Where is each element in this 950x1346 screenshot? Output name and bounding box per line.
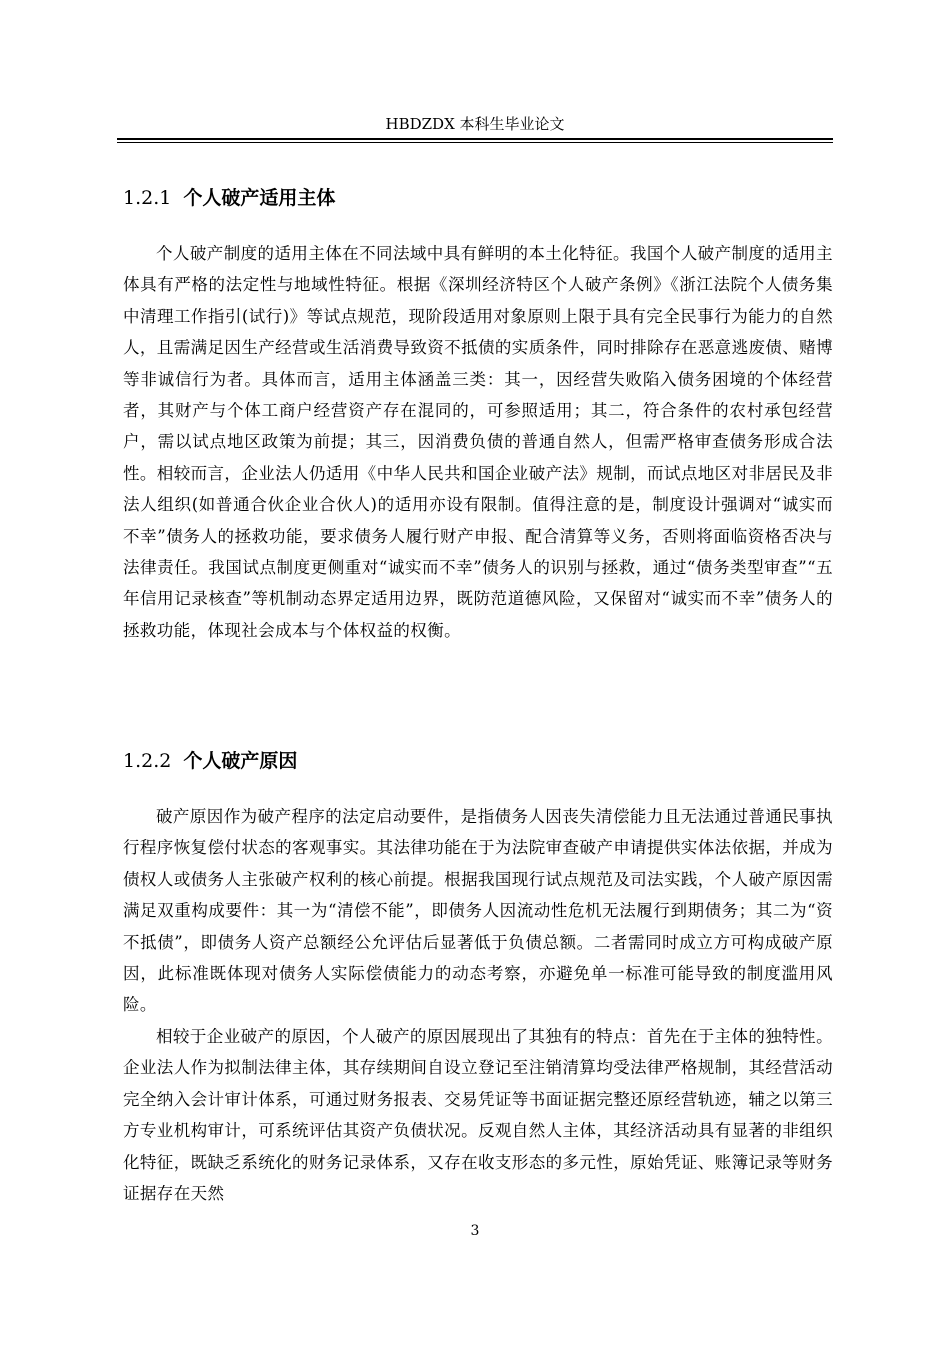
header-rule-thin [117, 142, 833, 143]
page-number: 3 [470, 1223, 480, 1239]
section-title: 个人破产适用主体 [183, 187, 336, 209]
section-heading-1-2-1 [123, 185, 335, 211]
paragraph: 破产原因作为破产程序的法定启动要件，是指债务人因丧失清偿能力且无法通过普通民事执行程序恢复偿付状态的客观事实。其法律功能在于为法院审查破产申请提供实体法依据，并成为债权人或债务人主张破产权利的核心前提。根据我国现行试点规范及司法实践，个人破产原因需满足双重构成要件：其一为“清偿不能”，即债务人因流动性危机无法履行到期债务；其二为“资不抵债”，即债务人资产总额经公允评估后显著低于负债总额。二者需同时成立方可构成破产原因，此标准既体现对债务人实际偿债能力的动态考察，亦避免单一标准可能导致的制度滥用风险。 [123, 807, 833, 1015]
paragraph: 个人破产制度的适用主体在不同法域中具有鲜明的本土化特征。我国个人破产制度的适用主体具有严格的法定性与地域性特征。根据《深圳经济特区个人破产条例》《浙江法院个人债务集中清理工作指引(试行)》等试点规范，现阶段适用对象原则上限于具有完全民事行为能力的自然人，且需满足因生产经营或生活消费导致资不抵债的实质条件，同时排除存在恶意逃废债、赌博等非诚信行为者。具体而言，适用主体涵盖三类：其一，因经营失败陷入债务困境的个体经营者，其财产与个体工商户经营资产存在混同的，可参照适用；其二，符合条件的农村承包经营户，需以试点地区政策为前提；其三，因消费负债的普通自然人，但需严格审查债务形成合法性。相较而言，企业法人仍适用《中华人民共和国企业破产法》规制，而试点地区对非居民及非法人组织(如普通合伙企业合伙人)的适用亦设有限制。值得注意的是，制度设计强调对“诚实而不幸”债务人的拯救功能，要求债务人履行财产申报、配合清算等义务，否则将面临资格否决与法律责任。我国试点制度更侧重对“诚实而不幸”债务人的识别与拯救，通过“债务类型审查”“五年信用记录核查”等机制动态界定适用边界，既防范道德风险，又保留对“诚实而不幸”债务人的拯救功能，体现社会成本与个体权益的权衡。 [123, 244, 833, 640]
section-title: 个人破产原因 [183, 750, 298, 772]
paragraph: 相较于企业破产的原因，个人破产的原因展现出了其独有的特点：首先在于主体的独特性。企业法人作为拟制法律主体，其存续期间自设立登记至注销清算均受法律严格规制，其经营活动完全纳入会计审计体系，可通过财务报表、交易凭证等书面证据完整还原经营轨迹，辅之以第三方专业机构审计，可系统评估其资产负债状况。反观自然人主体，其经济活动具有显著的非组织化特征，既缺乏系统化的财务记录体系，又存在收支形态的多元性，原始凭证、账簿记录等财务证据存在天然 [123, 1027, 833, 1204]
section-number: 1.2.1 [123, 187, 172, 209]
section-number: 1.2.2 [123, 750, 172, 772]
section-heading-1-2-2 [123, 748, 297, 774]
header-rule-thick [117, 138, 833, 140]
page-header: HBDZDX 本科生毕业论文 [385, 115, 565, 133]
